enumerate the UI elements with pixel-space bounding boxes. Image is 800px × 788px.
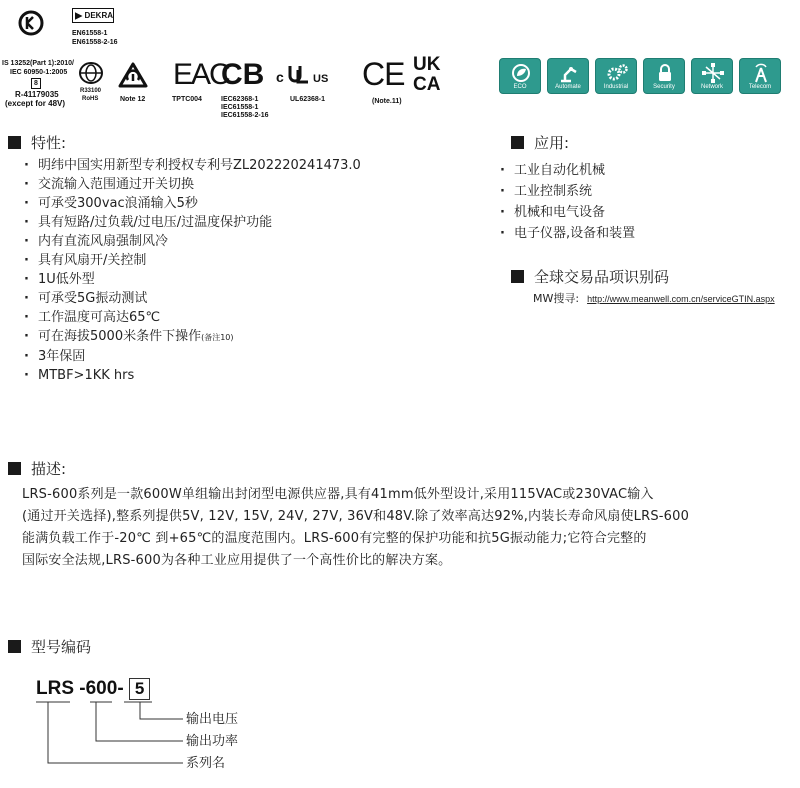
list-item: · 1U低外型	[24, 270, 361, 289]
bis-r-number: R-41179035	[15, 90, 59, 99]
description-line: LRS-600系列是一款600W单组输出封闭型电源供应器,具有41mm低外型设计,采用115VAC或230VAC输入	[22, 487, 654, 502]
rohs-code: R33100	[80, 88, 102, 94]
description-line: 国际安全法规,LRS-600为各种工业应用提供了一个高性价比的解决方案。	[22, 553, 452, 568]
list-item: · 交流输入范围通过开关切换	[24, 175, 361, 194]
list-item: · 机械和电气设备	[500, 202, 635, 223]
list-item: · MTBF>1KK hrs	[24, 366, 361, 385]
ce-logo: CE	[362, 56, 405, 92]
rcm-note: Note 12	[120, 96, 146, 103]
gtin-search-label: MW搜寻:	[533, 292, 580, 305]
app-label-eco: ECO	[513, 84, 527, 90]
dekra-logo-text: DEKRA	[84, 10, 113, 20]
list-item: · 可承受5G振动测试	[24, 289, 361, 308]
list-item: · 3年保固	[24, 347, 361, 366]
list-item: · 可承受300vac浪涌输入5秒	[24, 194, 361, 213]
cb-standard-2: IEC61558-1	[221, 104, 259, 111]
dekra-standard-2: EN61558-2-16	[72, 39, 118, 46]
eac-logo: EAC	[173, 58, 229, 91]
ul-c-mark: c	[276, 69, 284, 85]
model-dash: -	[79, 678, 86, 699]
ul-standard: UL62368-1	[290, 96, 326, 103]
model-label-power: 输出功率	[186, 734, 239, 749]
ce-note: (Note.11)	[372, 98, 402, 105]
gtin-title: 全球交易品项识别码	[534, 268, 670, 286]
model-code-labels	[186, 709, 238, 775]
list-item: · 内有直流风扇强制风冷	[24, 232, 361, 251]
list-item: · 电子仪器,设备和装置	[500, 223, 635, 244]
app-label-automate: Automate	[555, 84, 581, 90]
model-label-voltage: 输出电压	[186, 712, 239, 727]
cb-standard-3: IEC61558-2-16	[221, 112, 269, 119]
bis-standard-1: IS 13252(Part 1):2010/	[2, 60, 74, 67]
bis-standard-2: IEC 60950-1:2005	[10, 69, 68, 76]
description-line: 能满负载工作于-20℃ 到+65℃的温度范围内。LRS-600有完整的保护功能和抗5G振动能力;它符合完整的	[22, 531, 647, 546]
cb-logo: CB	[221, 58, 265, 91]
model-voltage-box: 5	[129, 678, 150, 700]
model-dash: -	[117, 678, 124, 699]
bis-exception: (except for 48V)	[5, 99, 66, 108]
model-label-series: 系列名	[186, 756, 226, 771]
model-code-title: 型号编码	[31, 638, 92, 656]
list-item: · 具有风扇开/关控制	[24, 251, 361, 270]
gtin-url-link[interactable]: http://www.meanwell.com.cn/serviceGTIN.aspx	[587, 294, 775, 304]
features-title: 特性:	[31, 134, 67, 152]
list-item: · 明纬中国实用新型专利授权专利号ZL202220241473.0	[24, 156, 361, 175]
cb-standard-1: IEC62368-1	[221, 96, 259, 103]
rohs-label: RoHS	[82, 96, 99, 102]
bis-box-label: 8	[34, 80, 38, 87]
ul-us-mark: US	[313, 73, 329, 85]
description-line: (通过开关选择),整系列提供5V, 12V, 15V, 24V, 27V, 36V和48V.除了效率高达92%,内装长寿命风扇使LRS-600	[22, 509, 690, 524]
dekra-standard-1: EN61558-1	[72, 30, 108, 37]
model-series: LRS	[36, 678, 74, 699]
list-item: · 工业自动化机械	[500, 160, 635, 181]
list-item: · 具有短路/过负载/过电压/过温度保护功能	[24, 213, 361, 232]
ukca-bottom: CA	[413, 74, 441, 95]
app-label-industrial: Industrial	[603, 84, 629, 90]
ukca-top: UK	[413, 54, 441, 75]
altitude-text: 可在海拔5000米条件下操作	[38, 329, 202, 344]
list-item: · 工作温度可高达65℃	[24, 308, 361, 327]
description-title: 描述:	[31, 460, 67, 478]
app-label-security: Security	[653, 84, 675, 90]
list-item: · 工业控制系统	[500, 181, 635, 202]
app-label-network: Network	[700, 84, 723, 90]
app-label-telecom: Telecom	[748, 84, 772, 90]
applications-title: 应用:	[534, 134, 570, 152]
model-power: 600	[85, 678, 118, 699]
altitude-note: (备注10)	[201, 333, 234, 342]
eac-code: TPTC004	[172, 96, 202, 103]
